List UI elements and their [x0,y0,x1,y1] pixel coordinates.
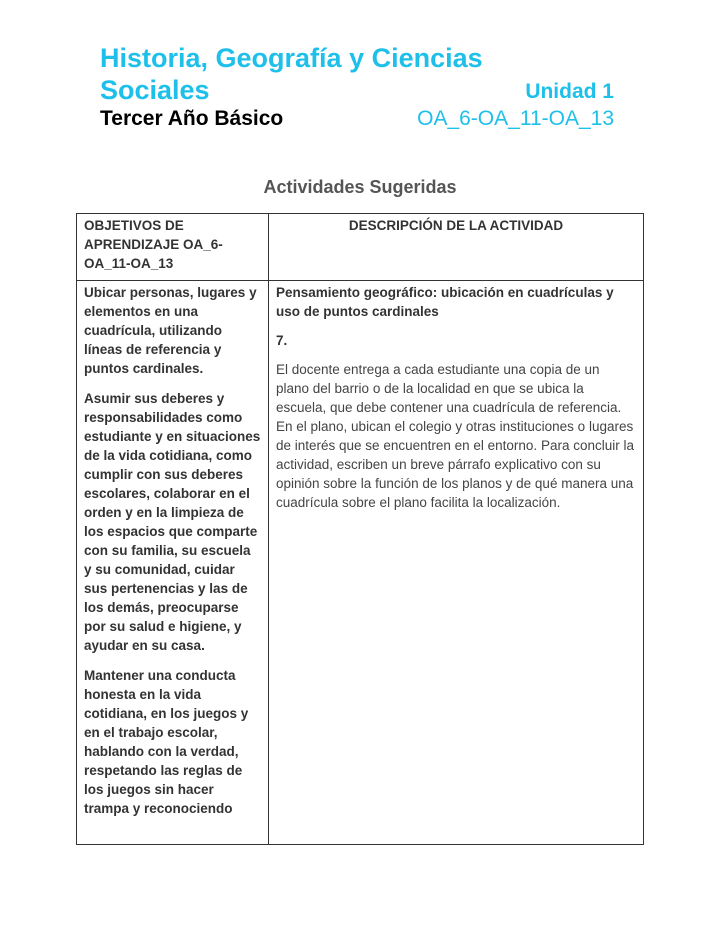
objective-item: Ubicar personas, lugares y elementos en una cuadrícula, utilizando líneas de referencia y puntos cardinales. [84,285,257,376]
document-title: Historia, Geografía y Ciencias Sociales [100,43,483,105]
activity-title: Pensamiento geográfico: ubicación en cuadrículas y uso de puntos cardinales [276,285,614,319]
objective-item: Mantener una conducta honesta en la vida cotidiana, en los juegos y en el trabajo escolar, hablando con la verdad, respetando las reglas de los juegos sin hacer trampa y reconociendo [84,668,249,816]
grade-label: Tercer Año Básico [100,107,284,130]
objective-item: Asumir sus deberes y responsabilidades como estudiante y en situaciones de la vida cotidiana, como cumplir con sus deberes escolares, colaborar en el orden y en la limpieza de los espacios que comparte con su familia, su escuela y su comunidad, cuidar sus pertenencias y las de los demás, preocuparse por su salud e higiene, y ayudar en su casa. [84,391,261,653]
activity-description: El docente entrega a cada estudiante una copia de un plano del barrio o de la localidad en que se ubica la escuela, que debe contener una cuadrícula de referencia. En el plano, ubican el colegio y otras instituciones o lugares de interés que se encuentren en el entorno. Para concluir la actividad, escriben un breve párrafo explicativo con su opinión sobre la función de los planos y de qué manera una cuadrícula sobre el plano facilita la localización. [276,362,634,510]
unit-label: Unidad 1 [525,80,614,103]
objectives-header: OBJETIVOS DE APRENDIZAJE OA_6-OA_11-OA_13 [77,214,269,281]
section-title: Actividades Sugeridas [263,177,457,197]
oa-codes: OA_6-OA_11-OA_13 [417,107,614,130]
objectives-cell [77,281,269,845]
table-header-row [77,214,644,281]
activity-number: 7. [276,333,288,348]
activity-cell [269,281,644,845]
activity-header: DESCRIPCIÓN DE LA ACTIVIDAD [269,214,644,281]
table-row [77,281,644,845]
activities-table [76,213,644,845]
